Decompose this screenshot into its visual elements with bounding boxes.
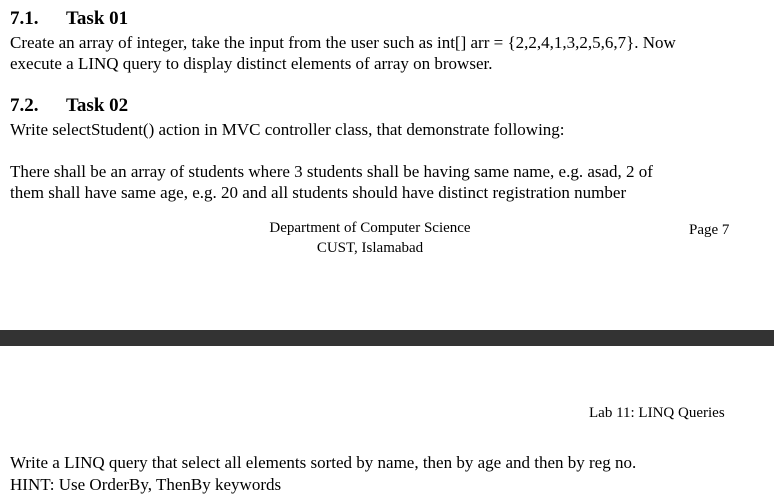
task-01-text-line-2: execute a LINQ query to display distinct elements of array on browser. <box>10 54 493 73</box>
task-02-text-line-1: Write selectStudent() action in MVC controller class, that demonstrate following: <box>10 120 565 139</box>
next-page-text-line-1: Write a LINQ query that select all elements sorted by name, then by age and then by reg no. <box>10 453 637 472</box>
task-02-paragraph-line-2: them shall have same age, e.g. 20 and all students should have distinct registration number <box>10 183 627 202</box>
section-heading-7-1 <box>10 8 128 30</box>
footer-page-number: Page 7 <box>689 222 730 238</box>
section-number: 7.1. <box>10 8 39 29</box>
next-page-header: Lab 11: LINQ Queries <box>589 405 725 421</box>
section-number: 7.2. <box>10 95 39 116</box>
section-title: Task 01 <box>66 8 129 29</box>
next-page-text-line-2: HINT: Use OrderBy, ThenBy keywords <box>10 475 282 494</box>
section-heading-7-2 <box>10 95 128 117</box>
footer-department: Department of Computer Science <box>269 220 471 236</box>
task-02-paragraph-line-1: There shall be an array of students where 3 students shall be having same name, e.g. asad, 2 of <box>10 162 653 181</box>
task-01-text-line-1: Create an array of integer, take the input from the user such as int[] arr = {2,2,4,1,3,2,5,6,7}. Now <box>10 33 676 52</box>
section-title: Task 02 <box>66 95 129 116</box>
footer-campus: CUST, Islamabad <box>316 240 424 256</box>
page-gap-divider <box>0 330 774 346</box>
